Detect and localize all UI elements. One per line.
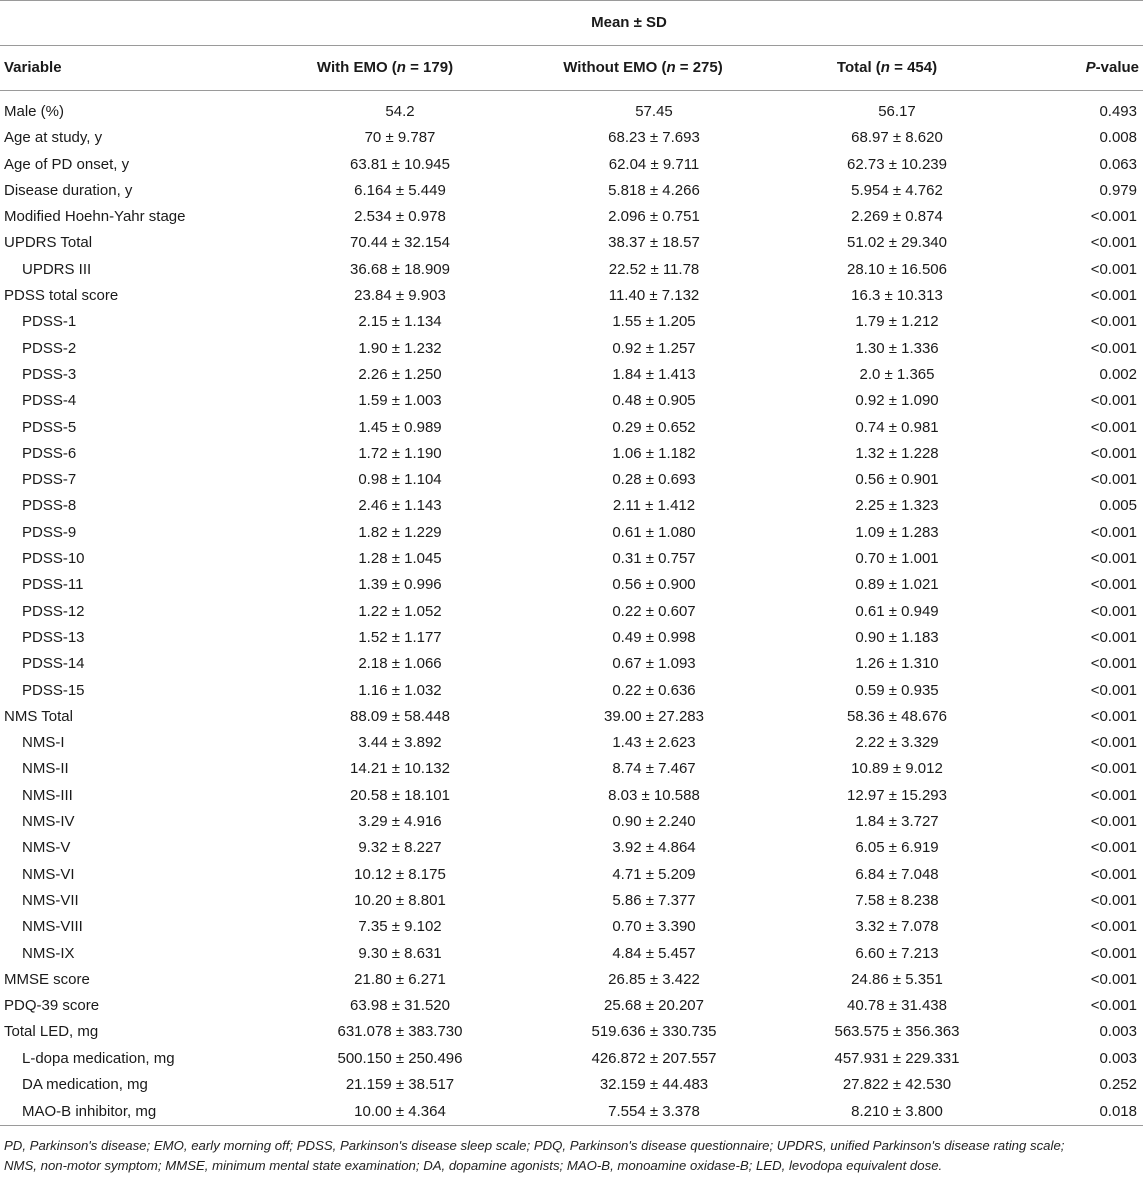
with-emo-cell: 70 ± 9.787 bbox=[364, 129, 436, 147]
table-row bbox=[0, 941, 1143, 967]
p-value-cell: <0.001 bbox=[1090, 471, 1137, 489]
with-emo-cell: 1.82 ± 1.229 bbox=[358, 523, 442, 541]
total-cell: 5.954 ± 4.762 bbox=[851, 181, 943, 199]
with-emo-cell: 63.81 ± 10.945 bbox=[350, 155, 450, 173]
p-value-cell: <0.001 bbox=[1090, 550, 1137, 568]
p-value-cell: <0.001 bbox=[1090, 944, 1137, 962]
p-value-cell: <0.001 bbox=[1090, 287, 1137, 305]
variable-cell: MMSE score bbox=[4, 970, 90, 988]
table-row bbox=[0, 1098, 1143, 1126]
variable-cell: PDSS-4 bbox=[22, 392, 77, 410]
variable-cell: PDSS-13 bbox=[22, 628, 85, 646]
p-value-cell: 0.005 bbox=[1099, 497, 1137, 515]
p-value-cell: 0.018 bbox=[996, 1098, 1143, 1126]
with-emo-cell: 1.39 ± 0.996 bbox=[358, 576, 442, 594]
with-emo-cell: 500.150 ± 250.496 bbox=[337, 1049, 463, 1067]
with-emo-cell: 9.30 ± 8.631 bbox=[358, 944, 442, 962]
total-cell: 2.22 ± 3.329 bbox=[855, 734, 939, 752]
p-value-cell: 0.008 bbox=[1099, 129, 1137, 147]
total-cell: 0.89 ± 1.021 bbox=[855, 576, 939, 594]
variable-cell: NMS-III bbox=[22, 786, 73, 804]
total-cell: 0.70 ± 1.001 bbox=[855, 550, 939, 568]
footnote-line-2: NMS, non-motor symptom; MMSE, minimum mental state examination; DA, dopamine agonists; MAO-B, monoamine oxidase-B; LED, levodopa equivalent dose. bbox=[4, 1158, 943, 1174]
table-row bbox=[0, 1019, 1143, 1045]
total-cell: 1.09 ± 1.283 bbox=[855, 523, 939, 541]
with-emo-header: With EMO (n = 179) bbox=[262, 46, 508, 91]
with-emo-cell: 1.90 ± 1.232 bbox=[358, 339, 442, 357]
mean-sd-header: Mean ± SD bbox=[262, 1, 996, 46]
with-emo-cell: 1.28 ± 1.045 bbox=[358, 550, 442, 568]
p-value-cell: <0.001 bbox=[1090, 602, 1137, 620]
table-row bbox=[0, 1072, 1143, 1098]
total-cell: 1.84 ± 3.727 bbox=[855, 813, 939, 831]
without-emo-cell: 0.29 ± 0.652 bbox=[612, 418, 696, 436]
variable-cell: L-dopa medication, mg bbox=[22, 1049, 175, 1067]
with-emo-cell: 1.52 ± 1.177 bbox=[358, 628, 442, 646]
total-cell: 457.931 ± 229.331 bbox=[834, 1049, 960, 1067]
table-row bbox=[0, 783, 1143, 809]
total-cell: 2.0 ± 1.365 bbox=[859, 365, 935, 383]
with-emo-cell: 10.12 ± 8.175 bbox=[354, 865, 446, 883]
p-value-cell: <0.001 bbox=[1090, 523, 1137, 541]
with-emo-cell: 63.98 ± 31.520 bbox=[350, 997, 450, 1015]
variable-cell: NMS-VII bbox=[22, 891, 79, 909]
p-value-cell: <0.001 bbox=[1090, 628, 1137, 646]
without-emo-cell: 25.68 ± 20.207 bbox=[604, 997, 704, 1015]
without-emo-cell: 2.096 ± 0.751 bbox=[608, 208, 700, 226]
without-emo-cell: 32.159 ± 44.483 bbox=[599, 1075, 709, 1093]
with-emo-cell: 2.534 ± 0.978 bbox=[354, 208, 446, 226]
p-value-cell: <0.001 bbox=[1090, 313, 1137, 331]
without-emo-cell: 0.49 ± 0.998 bbox=[612, 628, 696, 646]
variable-cell: Male (%) bbox=[4, 103, 65, 120]
without-emo-cell: 68.23 ± 7.693 bbox=[608, 129, 700, 147]
with-emo-cell: 2.46 ± 1.143 bbox=[358, 497, 442, 515]
total-cell: 0.61 ± 0.949 bbox=[855, 602, 939, 620]
total-cell: 563.575 ± 356.363 bbox=[834, 1023, 960, 1041]
with-emo-cell: 54.2 bbox=[385, 103, 415, 120]
table-row bbox=[0, 415, 1143, 441]
with-emo-cell: 2.26 ± 1.250 bbox=[358, 365, 442, 383]
p-value-cell: <0.001 bbox=[1090, 392, 1137, 410]
total-header: Total (n = 454) bbox=[778, 46, 996, 91]
with-emo-cell: 0.98 ± 1.104 bbox=[358, 471, 442, 489]
with-emo-cell: 23.84 ± 9.903 bbox=[354, 287, 446, 305]
total-cell: 0.59 ± 0.935 bbox=[855, 681, 939, 699]
variable-cell: NMS Total bbox=[4, 707, 73, 725]
with-emo-cell: 10.00 ± 4.364 bbox=[262, 1098, 508, 1126]
without-emo-cell: 0.61 ± 1.080 bbox=[612, 523, 696, 541]
without-emo-cell: 0.22 ± 0.636 bbox=[612, 681, 696, 699]
total-cell: 24.86 ± 5.351 bbox=[851, 970, 943, 988]
total-cell: 0.92 ± 1.090 bbox=[855, 392, 939, 410]
variable-header: Variable bbox=[0, 46, 262, 91]
p-value-cell: <0.001 bbox=[1090, 339, 1137, 357]
variable-cell: PDSS total score bbox=[4, 287, 119, 305]
with-emo-cell: 2.18 ± 1.066 bbox=[358, 655, 442, 673]
table-row bbox=[0, 599, 1143, 625]
total-cell: 56.17 bbox=[878, 103, 916, 120]
total-cell: 40.78 ± 31.438 bbox=[847, 997, 947, 1015]
total-cell: 1.26 ± 1.310 bbox=[855, 655, 939, 673]
with-emo-cell: 2.15 ± 1.134 bbox=[358, 313, 442, 331]
table-row bbox=[0, 125, 1143, 151]
total-cell: 6.84 ± 7.048 bbox=[855, 865, 939, 883]
table-row bbox=[0, 888, 1143, 914]
without-emo-cell: 8.74 ± 7.467 bbox=[612, 760, 696, 778]
variable-cell: PDSS-2 bbox=[22, 339, 77, 357]
total-cell: 6.05 ± 6.919 bbox=[855, 839, 939, 857]
variable-cell: PDSS-5 bbox=[22, 418, 77, 436]
without-emo-cell: 0.90 ± 2.240 bbox=[612, 813, 696, 831]
p-value-cell: 0.493 bbox=[1099, 103, 1137, 120]
with-emo-cell: 1.45 ± 0.989 bbox=[358, 418, 442, 436]
total-cell: 12.97 ± 15.293 bbox=[847, 786, 947, 804]
total-cell: 8.210 ± 3.800 bbox=[778, 1098, 996, 1126]
p-value-cell: <0.001 bbox=[1090, 576, 1137, 594]
without-emo-cell: 3.92 ± 4.864 bbox=[612, 839, 696, 857]
p-value-cell: <0.001 bbox=[1090, 760, 1137, 778]
variable-cell: UPDRS III bbox=[22, 260, 92, 278]
p-value-cell: <0.001 bbox=[1090, 418, 1137, 436]
with-emo-cell: 1.59 ± 1.003 bbox=[358, 392, 442, 410]
table-row bbox=[0, 1046, 1143, 1072]
table-row bbox=[0, 309, 1143, 335]
without-emo-cell: 0.48 ± 0.905 bbox=[612, 392, 696, 410]
total-cell: 28.10 ± 16.506 bbox=[847, 260, 947, 278]
total-cell: 0.56 ± 0.901 bbox=[855, 471, 939, 489]
p-value-cell: <0.001 bbox=[1090, 208, 1137, 226]
variable-cell: DA medication, mg bbox=[22, 1075, 148, 1093]
with-emo-cell: 631.078 ± 383.730 bbox=[337, 1023, 463, 1041]
variable-cell: PDSS-8 bbox=[22, 497, 77, 515]
variable-cell: UPDRS Total bbox=[4, 234, 93, 252]
total-cell: 27.822 ± 42.530 bbox=[842, 1075, 952, 1093]
without-emo-cell: 0.92 ± 1.257 bbox=[612, 339, 696, 357]
table-row bbox=[0, 993, 1143, 1019]
with-emo-cell: 1.16 ± 1.032 bbox=[358, 681, 442, 699]
total-cell: 0.90 ± 1.183 bbox=[855, 628, 939, 646]
without-emo-cell: 7.554 ± 3.378 bbox=[508, 1098, 778, 1126]
variable-cell: Age of PD onset, y bbox=[4, 155, 130, 173]
table-row bbox=[0, 625, 1143, 651]
variable-cell: Modified Hoehn-Yahr stage bbox=[4, 208, 186, 226]
total-cell: 1.30 ± 1.336 bbox=[855, 339, 939, 357]
table-row bbox=[0, 572, 1143, 598]
without-emo-cell: 2.11 ± 1.412 bbox=[612, 497, 696, 515]
variable-cell: PDSS-1 bbox=[22, 313, 77, 331]
p-value-cell: 0.002 bbox=[1099, 365, 1137, 383]
table-row bbox=[0, 730, 1143, 756]
variable-cell: PDSS-10 bbox=[22, 550, 85, 568]
table-row bbox=[0, 546, 1143, 572]
without-emo-cell: 0.28 ± 0.693 bbox=[612, 471, 696, 489]
variable-cell: NMS-IV bbox=[22, 813, 75, 831]
p-value-cell: <0.001 bbox=[1090, 839, 1137, 857]
p-value-cell: <0.001 bbox=[1090, 891, 1137, 909]
p-value-cell: 0.979 bbox=[1099, 181, 1137, 199]
table-row bbox=[0, 835, 1143, 861]
with-emo-cell: 21.80 ± 6.271 bbox=[354, 970, 446, 988]
table-row bbox=[0, 257, 1143, 283]
p-value-cell: 0.252 bbox=[1099, 1075, 1137, 1093]
table-row bbox=[0, 441, 1143, 467]
total-cell: 10.89 ± 9.012 bbox=[851, 760, 943, 778]
without-emo-cell: 38.37 ± 18.57 bbox=[608, 234, 700, 252]
p-value-cell: <0.001 bbox=[1090, 234, 1137, 252]
with-emo-cell: 3.29 ± 4.916 bbox=[358, 813, 442, 831]
with-emo-cell: 9.32 ± 8.227 bbox=[358, 839, 442, 857]
with-emo-cell: 10.20 ± 8.801 bbox=[354, 891, 446, 909]
without-emo-cell: 1.55 ± 1.205 bbox=[612, 313, 696, 331]
p-value-cell: 0.003 bbox=[1099, 1023, 1137, 1041]
without-emo-cell: 0.22 ± 0.607 bbox=[612, 602, 696, 620]
without-emo-cell: 26.85 ± 3.422 bbox=[608, 970, 700, 988]
table-row bbox=[0, 756, 1143, 782]
without-emo-cell: 0.56 ± 0.900 bbox=[612, 576, 696, 594]
with-emo-cell: 21.159 ± 38.517 bbox=[345, 1075, 455, 1093]
p-value-header: P-value bbox=[996, 46, 1143, 91]
table-row bbox=[0, 204, 1143, 230]
variable-cell: PDSS-3 bbox=[22, 365, 77, 383]
total-cell: 2.269 ± 0.874 bbox=[851, 208, 943, 226]
with-emo-cell: 7.35 ± 9.102 bbox=[358, 918, 442, 936]
group-header-row bbox=[0, 1, 1143, 46]
table-row bbox=[0, 362, 1143, 388]
variable-cell: PDQ-39 score bbox=[4, 997, 100, 1015]
p-value-cell: 0.063 bbox=[1099, 155, 1137, 173]
with-emo-cell: 14.21 ± 10.132 bbox=[350, 760, 450, 778]
table-row bbox=[0, 651, 1143, 677]
without-emo-cell: 57.45 bbox=[635, 103, 673, 120]
with-emo-cell: 88.09 ± 58.448 bbox=[350, 707, 450, 725]
table-row bbox=[0, 678, 1143, 704]
with-emo-cell: 1.72 ± 1.190 bbox=[358, 444, 442, 462]
variable-cell: MAO-B inhibitor, mg bbox=[0, 1098, 262, 1126]
variable-cell: PDSS-6 bbox=[22, 444, 77, 462]
total-cell: 58.36 ± 48.676 bbox=[847, 707, 947, 725]
without-emo-cell: 62.04 ± 9.711 bbox=[608, 155, 700, 173]
without-emo-cell: 0.67 ± 1.093 bbox=[612, 655, 696, 673]
table-body bbox=[0, 91, 1143, 1126]
table-row bbox=[0, 230, 1143, 256]
variable-cell: PDSS-12 bbox=[22, 602, 85, 620]
with-emo-cell: 36.68 ± 18.909 bbox=[350, 260, 450, 278]
variable-cell: PDSS-11 bbox=[22, 576, 84, 594]
table-row bbox=[0, 283, 1143, 309]
variable-cell: NMS-IX bbox=[22, 944, 75, 962]
table-row bbox=[0, 967, 1143, 993]
total-cell: 16.3 ± 10.313 bbox=[851, 287, 943, 305]
without-emo-cell: 11.40 ± 7.132 bbox=[608, 287, 700, 305]
variable-cell: PDSS-7 bbox=[22, 471, 77, 489]
total-cell: 0.74 ± 0.981 bbox=[855, 418, 939, 436]
without-emo-cell: 5.86 ± 7.377 bbox=[612, 891, 696, 909]
table-row bbox=[0, 388, 1143, 414]
variable-cell: NMS-VIII bbox=[22, 918, 83, 936]
variable-cell: Disease duration, y bbox=[4, 181, 133, 199]
total-cell: 51.02 ± 29.340 bbox=[847, 234, 947, 252]
column-header-row bbox=[0, 46, 1143, 91]
without-emo-header: Without EMO (n = 275) bbox=[508, 46, 778, 91]
table-row bbox=[0, 520, 1143, 546]
without-emo-cell: 1.43 ± 2.623 bbox=[612, 734, 696, 752]
total-cell: 3.32 ± 7.078 bbox=[855, 918, 939, 936]
p-value-cell: <0.001 bbox=[1090, 655, 1137, 673]
total-cell: 1.32 ± 1.228 bbox=[855, 444, 939, 462]
table-row bbox=[0, 467, 1143, 493]
p-value-cell: <0.001 bbox=[1090, 865, 1137, 883]
without-emo-cell: 5.818 ± 4.266 bbox=[608, 181, 700, 199]
without-emo-cell: 8.03 ± 10.588 bbox=[608, 786, 700, 804]
table-row bbox=[0, 704, 1143, 730]
table-row bbox=[0, 336, 1143, 362]
variable-cell: NMS-V bbox=[22, 839, 71, 857]
p-value-cell: <0.001 bbox=[1090, 260, 1137, 278]
table-row bbox=[0, 178, 1143, 204]
without-emo-cell: 1.06 ± 1.182 bbox=[612, 444, 696, 462]
p-value-cell: 0.003 bbox=[1099, 1049, 1137, 1067]
variable-cell: Age at study, y bbox=[4, 129, 103, 147]
without-emo-cell: 0.70 ± 3.390 bbox=[612, 918, 696, 936]
total-cell: 68.97 ± 8.620 bbox=[851, 129, 943, 147]
with-emo-cell: 6.164 ± 5.449 bbox=[354, 181, 446, 199]
p-value-cell: <0.001 bbox=[1090, 997, 1137, 1015]
variable-cell: PDSS-9 bbox=[22, 523, 77, 541]
total-cell: 7.58 ± 8.238 bbox=[855, 891, 939, 909]
p-value-cell: <0.001 bbox=[1090, 786, 1137, 804]
table-row bbox=[0, 152, 1143, 178]
variable-cell: NMS-II bbox=[22, 760, 69, 778]
without-emo-cell: 519.636 ± 330.735 bbox=[591, 1023, 717, 1041]
p-value-cell: <0.001 bbox=[1090, 734, 1137, 752]
footnote-line-1: PD, Parkinson's disease; EMO, early morning off; PDSS, Parkinson's disease sleep scale; PDQ, Parkinson's disease questionnaire; UPDRS, unified Parkinson's disease rating scale; bbox=[4, 1138, 1065, 1154]
total-cell: 1.79 ± 1.212 bbox=[855, 313, 939, 331]
total-cell: 2.25 ± 1.323 bbox=[855, 497, 939, 515]
without-emo-cell: 22.52 ± 11.78 bbox=[608, 260, 700, 278]
total-cell: 62.73 ± 10.239 bbox=[847, 155, 947, 173]
p-value-cell: <0.001 bbox=[1090, 444, 1137, 462]
variable-cell: PDSS-14 bbox=[22, 655, 85, 673]
table-row bbox=[0, 99, 1143, 125]
without-emo-cell: 426.872 ± 207.557 bbox=[591, 1049, 717, 1067]
variable-cell: NMS-I bbox=[22, 734, 65, 752]
table-footnote bbox=[0, 1126, 1143, 1176]
table-row bbox=[0, 914, 1143, 940]
variable-cell: PDSS-15 bbox=[22, 681, 85, 699]
without-emo-cell: 1.84 ± 1.413 bbox=[612, 365, 696, 383]
table-row bbox=[0, 493, 1143, 519]
p-value-cell: <0.001 bbox=[1090, 681, 1137, 699]
with-emo-cell: 20.58 ± 18.101 bbox=[350, 786, 450, 804]
without-emo-cell: 39.00 ± 27.283 bbox=[604, 707, 704, 725]
without-emo-cell: 4.84 ± 5.457 bbox=[612, 944, 696, 962]
table-row bbox=[0, 862, 1143, 888]
p-value-cell: <0.001 bbox=[1090, 813, 1137, 831]
p-value-cell: <0.001 bbox=[1090, 970, 1137, 988]
variable-cell: NMS-VI bbox=[22, 865, 75, 883]
without-emo-cell: 0.31 ± 0.757 bbox=[612, 550, 696, 568]
p-value-cell: <0.001 bbox=[1090, 707, 1137, 725]
with-emo-cell: 3.44 ± 3.892 bbox=[358, 734, 442, 752]
total-cell: 6.60 ± 7.213 bbox=[855, 944, 939, 962]
p-value-cell: <0.001 bbox=[1090, 918, 1137, 936]
with-emo-cell: 1.22 ± 1.052 bbox=[358, 602, 442, 620]
with-emo-cell: 70.44 ± 32.154 bbox=[350, 234, 450, 252]
table-row bbox=[0, 809, 1143, 835]
without-emo-cell: 4.71 ± 5.209 bbox=[612, 865, 696, 883]
variable-cell: Total LED, mg bbox=[4, 1023, 99, 1041]
